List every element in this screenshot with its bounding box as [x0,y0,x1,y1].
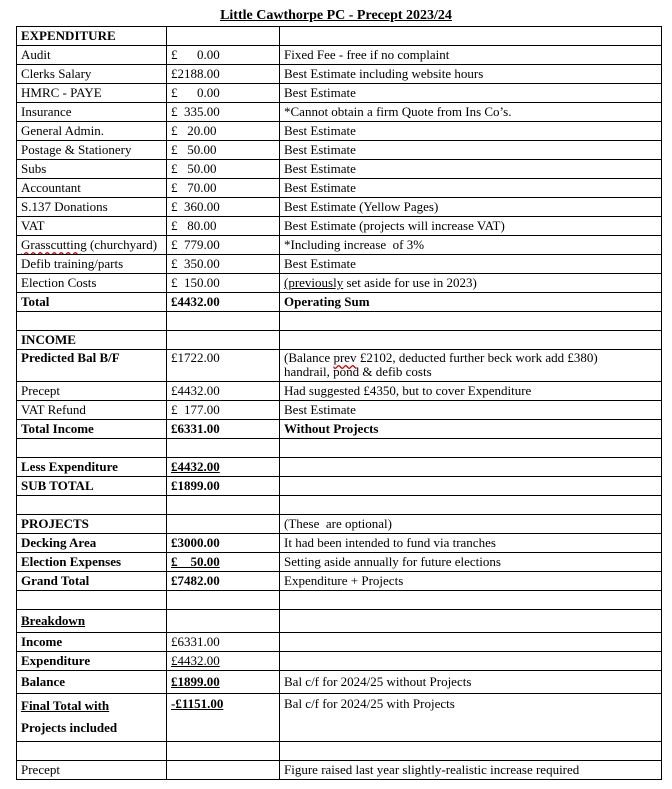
item-label: Precept [17,382,167,401]
item-label: Income [17,633,167,652]
total-note: Operating Sum [280,293,662,312]
item-label: Election Costs [17,274,167,293]
item-amount: £ 335.00 [167,103,280,122]
item-amount: £ 150.00 [167,274,280,293]
item-amount: £1899.00 [167,477,280,496]
final-total-row [17,694,662,742]
table-row [17,553,662,572]
table-row [17,652,662,671]
total-note: Without Projects [280,420,662,439]
table-row [17,350,662,382]
table-row [17,236,662,255]
balance-amount: £1899.00 [167,671,280,694]
item-amount: £ 20.00 [167,122,280,141]
final-total-amount: -£1151.00 [167,694,280,742]
spacer-row [17,591,662,610]
breakdown-heading: Breakdown [17,610,167,633]
note-line2: handrail, pond & defib costs [284,364,432,379]
item-amount: £ 50.00 [167,160,280,179]
item-label: Decking Area [17,534,167,553]
item-label: VAT [17,217,167,236]
spacer-row [17,312,662,331]
item-label: Expenditure [17,652,167,671]
item-amount: £2188.00 [167,65,280,84]
item-note: Best Estimate (Yellow Pages) [280,198,662,217]
item-amount: £ 350.00 [167,255,280,274]
item-label: Accountant [17,179,167,198]
spacer-row [17,496,662,515]
projects-heading-row [17,515,662,534]
item-note: *Including increase of 3% [280,236,662,255]
item-note: Best Estimate (projects will increase VAT) [280,217,662,236]
table-row [17,160,662,179]
item-note: Fixed Fee - free if no complaint [280,46,662,65]
item-note: Best Estimate [280,179,662,198]
item-amount: £ 50.00 [167,141,280,160]
projects-heading: PROJECTS [17,515,167,534]
table-row [17,255,662,274]
item-note: Best Estimate [280,401,662,420]
item-label: Predicted Bal B/F [17,350,167,382]
note-prev: prev [333,350,357,365]
table-row [17,122,662,141]
item-note: Best Estimate [280,255,662,274]
footer-note: Figure raised last year slightly-realistic increase required [280,761,662,780]
item-label: Subs [17,160,167,179]
final-total-line1: Final Total with [21,698,110,713]
item-label: Less Expenditure [17,458,167,477]
item-label: HMRC - PAYE [17,84,167,103]
item-note: Had suggested £4350, but to cover Expenditure [280,382,662,401]
item-label: VAT Refund [17,401,167,420]
footer-label: Precept [17,761,167,780]
final-total-note: Bal c/f for 2024/25 with Projects [280,694,662,742]
breakdown-heading-row [17,610,662,633]
table-row [17,84,662,103]
table-row [17,382,662,401]
final-total-label [17,694,167,742]
item-note: Best Estimate [280,84,662,103]
table-row [17,633,662,652]
item-amount: £ 0.00 [167,84,280,103]
item-amount: £6331.00 [167,633,280,652]
item-note [280,274,662,293]
note-previously: (previously [284,275,344,290]
item-amount: £4432.00 [167,652,280,671]
item-amount: £ 177.00 [167,401,280,420]
item-label: Defib training/parts [17,255,167,274]
note-rest: set aside for use in 2023) [343,275,477,290]
churchyard-label: (churchyard) [86,237,158,252]
expenditure-heading: EXPENDITURE [17,27,167,46]
item-amount: £ 80.00 [167,217,280,236]
balance-note: Bal c/f for 2024/25 without Projects [280,671,662,694]
item-note: Best Estimate [280,122,662,141]
table-row [17,198,662,217]
grand-total-row [17,572,662,591]
spacer-row [17,742,662,761]
income-total-row [17,420,662,439]
precept-table [16,26,662,780]
item-label: SUB TOTAL [17,477,167,496]
table-row [17,46,662,65]
item-label: S.137 Donations [17,198,167,217]
grand-total-amount: £7482.00 [167,572,280,591]
item-note: *Cannot obtain a firm Quote from Ins Co’s. [280,103,662,122]
income-heading: INCOME [17,331,167,350]
total-amount: £4432.00 [167,293,280,312]
item-note: Setting aside annually for future elections [280,553,662,572]
item-amount: £ 779.00 [167,236,280,255]
grasscutting-label: Grasscutting [21,237,87,252]
subtotal-row [17,477,662,496]
footer-row [17,761,662,780]
table-row [17,401,662,420]
table-row [17,534,662,553]
balance-label: Balance [17,671,167,694]
table-row [17,217,662,236]
item-note: Best Estimate including website hours [280,65,662,84]
item-label [17,236,167,255]
item-amount: £1722.00 [167,350,280,382]
document-title: Little Cawthorpe PC - Precept 2023/24 [220,8,452,23]
item-label: Clerks Salary [17,65,167,84]
table-row [17,103,662,122]
table-row [17,274,662,293]
note-part: (Balance [284,350,334,365]
table-row [17,458,662,477]
note-part: £2102, deducted further beck work add £380) [356,350,598,365]
grand-total-note: Expenditure + Projects [280,572,662,591]
item-amount: £4432.00 [167,458,280,477]
income-heading-row [17,331,662,350]
item-label: Election Expenses [17,553,167,572]
item-note: Best Estimate [280,160,662,179]
item-amount: £ 360.00 [167,198,280,217]
expenditure-total-row [17,293,662,312]
total-amount: £6331.00 [167,420,280,439]
item-note: Best Estimate [280,141,662,160]
item-amount: £ 50.00 [167,553,280,572]
grand-total-label: Grand Total [17,572,167,591]
total-label: Total [17,293,167,312]
expenditure-heading-row [17,27,662,46]
item-label: Insurance [17,103,167,122]
total-label: Total Income [17,420,167,439]
item-note: It had been intended to fund via tranches [280,534,662,553]
projects-heading-note: (These are optional) [280,515,662,534]
item-amount: £ 0.00 [167,46,280,65]
table-row [17,65,662,84]
final-total-line2: Projects included [21,720,118,735]
item-amount: £ 70.00 [167,179,280,198]
item-label: Postage & Stationery [17,141,167,160]
item-amount: £3000.00 [167,534,280,553]
item-note [280,350,662,382]
spacer-row [17,439,662,458]
table-row [17,141,662,160]
table-row [17,179,662,198]
item-label: Audit [17,46,167,65]
item-amount: £4432.00 [167,382,280,401]
balance-row [17,671,662,694]
item-label: General Admin. [17,122,167,141]
